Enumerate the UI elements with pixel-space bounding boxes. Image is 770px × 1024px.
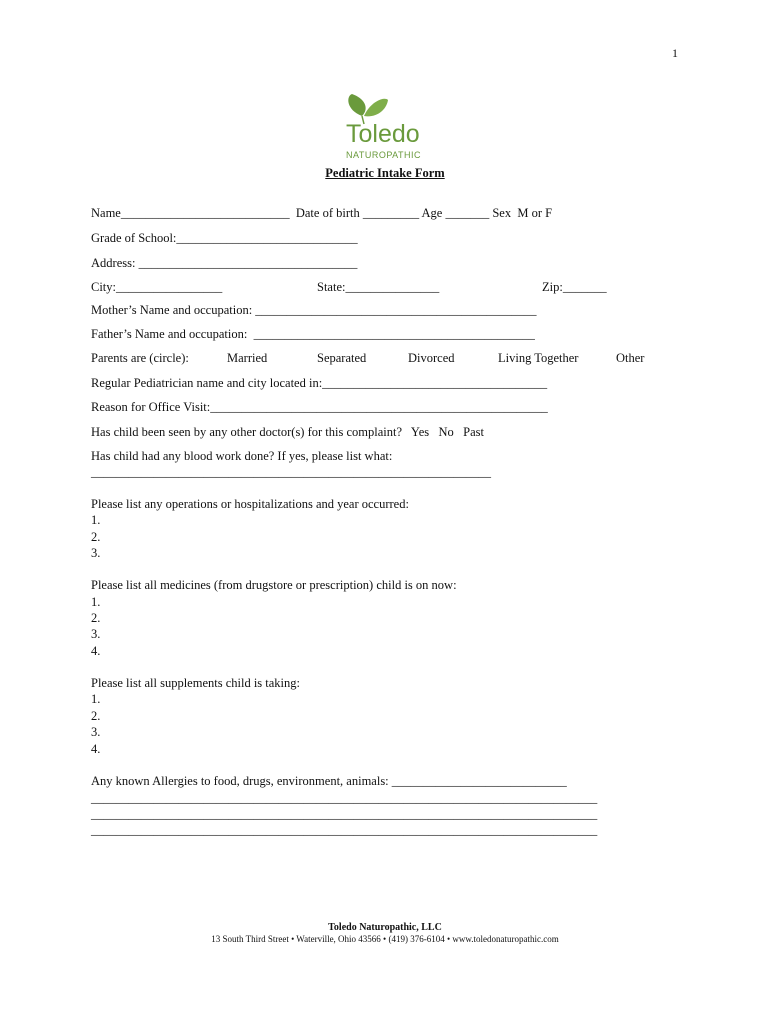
zip-line[interactable]: Zip:_______ bbox=[542, 280, 607, 294]
parents-option-living-together[interactable]: Living Together bbox=[498, 351, 579, 365]
medicines-heading: Please list all medicines (from drugstore or prescription) child is on now: bbox=[91, 578, 457, 592]
city-line[interactable]: City:_________________ bbox=[91, 280, 223, 294]
footer-address: 13 South Third Street • Waterville, Ohio 43566 • (419) 376-6104 • www.toledonaturopathic.com bbox=[211, 934, 559, 944]
supplements-item-1[interactable]: 1. bbox=[91, 692, 101, 706]
supplements-heading: Please list all supplements child is taking: bbox=[91, 676, 301, 690]
leaf-icon bbox=[348, 94, 365, 116]
medicines-item-2[interactable]: 2. bbox=[91, 611, 101, 625]
parents-option-married[interactable]: Married bbox=[227, 351, 268, 365]
parents-option-other[interactable]: Other bbox=[616, 351, 645, 365]
parents-option-separated[interactable]: Separated bbox=[317, 351, 367, 365]
page-number: 1 bbox=[672, 46, 678, 60]
address-line[interactable]: Address: ___________________________________ bbox=[91, 256, 358, 270]
medicines-item-3[interactable]: 3. bbox=[91, 627, 101, 641]
operations-heading: Please list any operations or hospitalizations and year occurred: bbox=[91, 497, 409, 511]
leaf-icon bbox=[364, 99, 388, 117]
mother-line[interactable]: Mother’s Name and occupation: _____________________________________________ bbox=[91, 303, 537, 317]
medicines-item-4[interactable]: 4. bbox=[91, 644, 101, 658]
logo-brand-sub: NATUROPATHIC bbox=[346, 150, 421, 160]
allergies-line[interactable]: Any known Allergies to food, drugs, environment, animals: ____________________________ bbox=[91, 774, 567, 788]
allergies-blank-1[interactable]: _________________________________________________________________________________ bbox=[91, 791, 598, 805]
allergies-blank-2[interactable]: _________________________________________________________________________________ bbox=[91, 807, 598, 821]
medicines-item-1[interactable]: 1. bbox=[91, 595, 101, 609]
operations-item-3[interactable]: 3. bbox=[91, 546, 101, 560]
blood-work-blank[interactable]: ________________________________________________________________ bbox=[91, 465, 491, 479]
seen-by-other-doctor-line[interactable]: Has child been seen by any other doctor(s) for this complaint? Yes No Past bbox=[91, 425, 484, 439]
parents-label: Parents are (circle): bbox=[91, 351, 189, 365]
state-line[interactable]: State:_______________ bbox=[317, 280, 440, 294]
grade-of-school-line[interactable]: Grade of School:_____________________________ bbox=[91, 231, 358, 245]
operations-item-1[interactable]: 1. bbox=[91, 513, 101, 527]
form-title: Pediatric Intake Form bbox=[325, 166, 445, 180]
toledo-naturopathic-logo bbox=[340, 94, 430, 162]
father-line[interactable]: Father’s Name and occupation: _____________________________________________ bbox=[91, 327, 535, 341]
allergies-blank-3[interactable]: _________________________________________________________________________________ bbox=[91, 823, 598, 837]
supplements-item-2[interactable]: 2. bbox=[91, 709, 101, 723]
reason-for-visit-line[interactable]: Reason for Office Visit:______________________________________________________ bbox=[91, 400, 548, 414]
name-dob-age-sex-line[interactable]: Name___________________________ Date of birth _________ Age _______ Sex M or F bbox=[91, 206, 553, 220]
parents-option-divorced[interactable]: Divorced bbox=[408, 351, 455, 365]
supplements-item-3[interactable]: 3. bbox=[91, 725, 101, 739]
logo-brand-main: Toledo bbox=[346, 120, 420, 148]
supplements-item-4[interactable]: 4. bbox=[91, 742, 101, 756]
pediatrician-line[interactable]: Regular Pediatrician name and city located in:____________________________________ bbox=[91, 376, 548, 390]
footer-company: Toledo Naturopathic, LLC bbox=[328, 922, 442, 933]
blood-work-line: Has child had any blood work done? If yes, please list what: bbox=[91, 449, 393, 463]
operations-item-2[interactable]: 2. bbox=[91, 530, 101, 544]
